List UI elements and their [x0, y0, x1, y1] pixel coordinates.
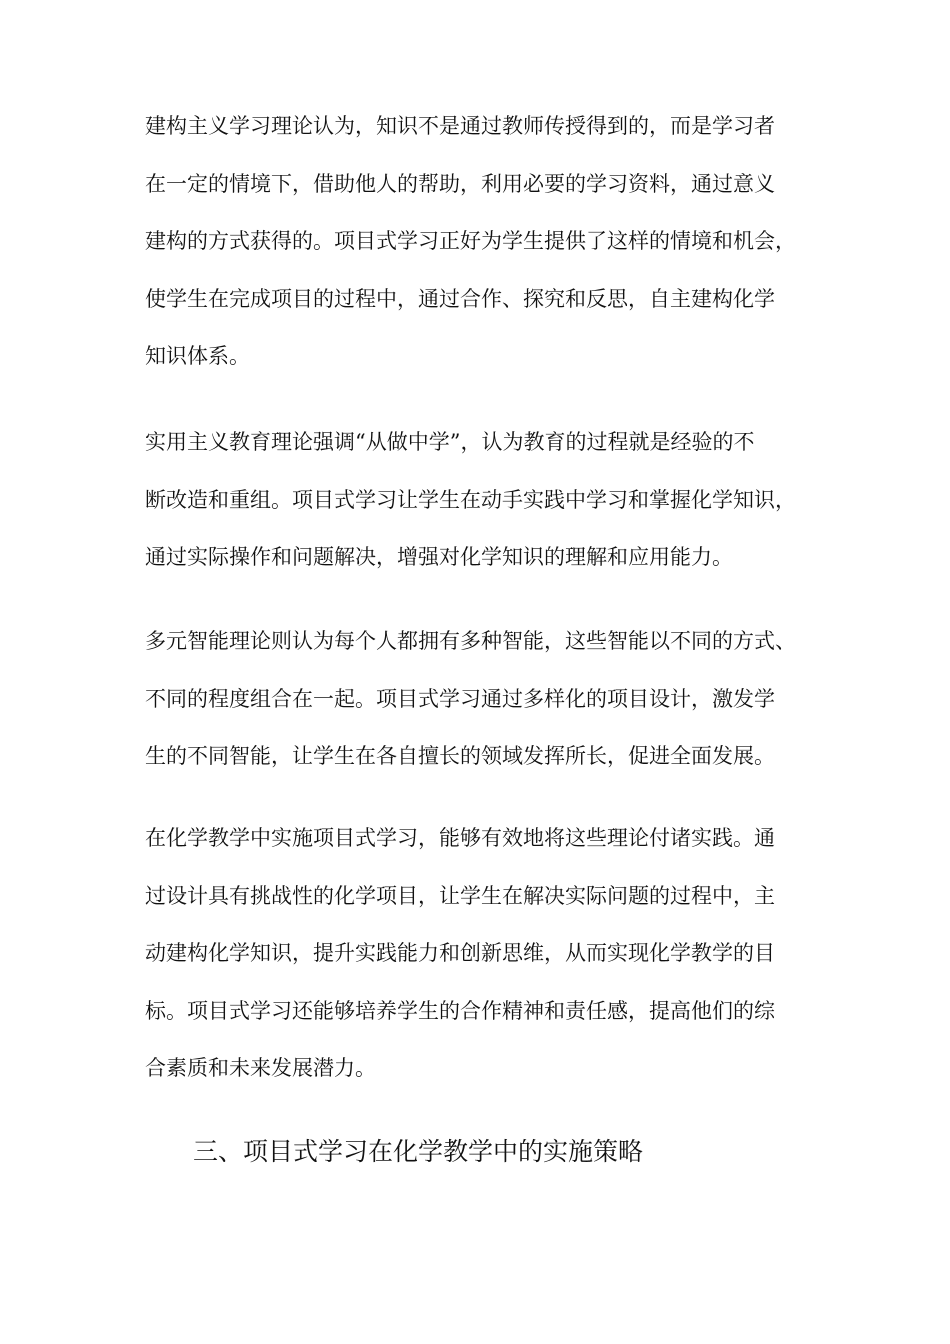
text-line: 使学生在完成项目的过程中，通过合作、探究和反思，自主建构化学 [145, 286, 775, 311]
text-line: 动建构化学知识，提升实践能力和创新思维，从而实现化学教学的目 [145, 941, 775, 965]
text-line: 生的不同智能，让学生在各自擅长的领域发挥所长，促进全面发展。 [145, 744, 775, 768]
text-line: 不同的程度组合在一起。项目式学习通过多样化的项目设计，激发学 [145, 686, 775, 711]
text-line: 通过实际操作和问题解决，增强对化学知识的理解和应用能力。 [145, 545, 733, 569]
paragraph-multiple-intelligences [145, 628, 835, 769]
text-line: 合素质和未来发展潜力。 [145, 1056, 376, 1080]
text-line: 断改造和重组。项目式学习让学生在动手实践中学习和掌握化学知识， [145, 487, 796, 512]
text-line: 在化学教学中实施项目式学习，能够有效地将这些理论付诸实践。通 [145, 826, 775, 850]
text-line: 标。项目式学习还能够培养学生的合作精神和责任感，提高他们的综 [145, 998, 775, 1023]
text-line: 建构主义学习理论认为，知识不是通过教师传授得到的，而是学习者 [145, 114, 775, 138]
section-heading: 三、项目式学习在化学教学中的实施策略 [193, 1137, 644, 1166]
text-line: 实用主义教育理论强调“从做中学”，认为教育的过程就是经验的不 [145, 430, 755, 454]
text-line: 建构的方式获得的。项目式学习正好为学生提供了这样的情境和机会， [145, 229, 796, 253]
text-line: 知识体系。 [145, 344, 250, 368]
text-line: 多元智能理论则认为每个人都拥有多种智能，这些智能以不同的方式、 [145, 629, 796, 653]
paragraph-pragmatism [145, 429, 835, 570]
paragraph-implementation [145, 825, 835, 1081]
text-line: 在一定的情境下，借助他人的帮助，利用必要的学习资料，通过意义 [145, 171, 775, 196]
paragraph-constructivism [145, 113, 835, 369]
text-line: 过设计具有挑战性的化学项目，让学生在解决实际问题的过程中，主 [145, 883, 775, 908]
